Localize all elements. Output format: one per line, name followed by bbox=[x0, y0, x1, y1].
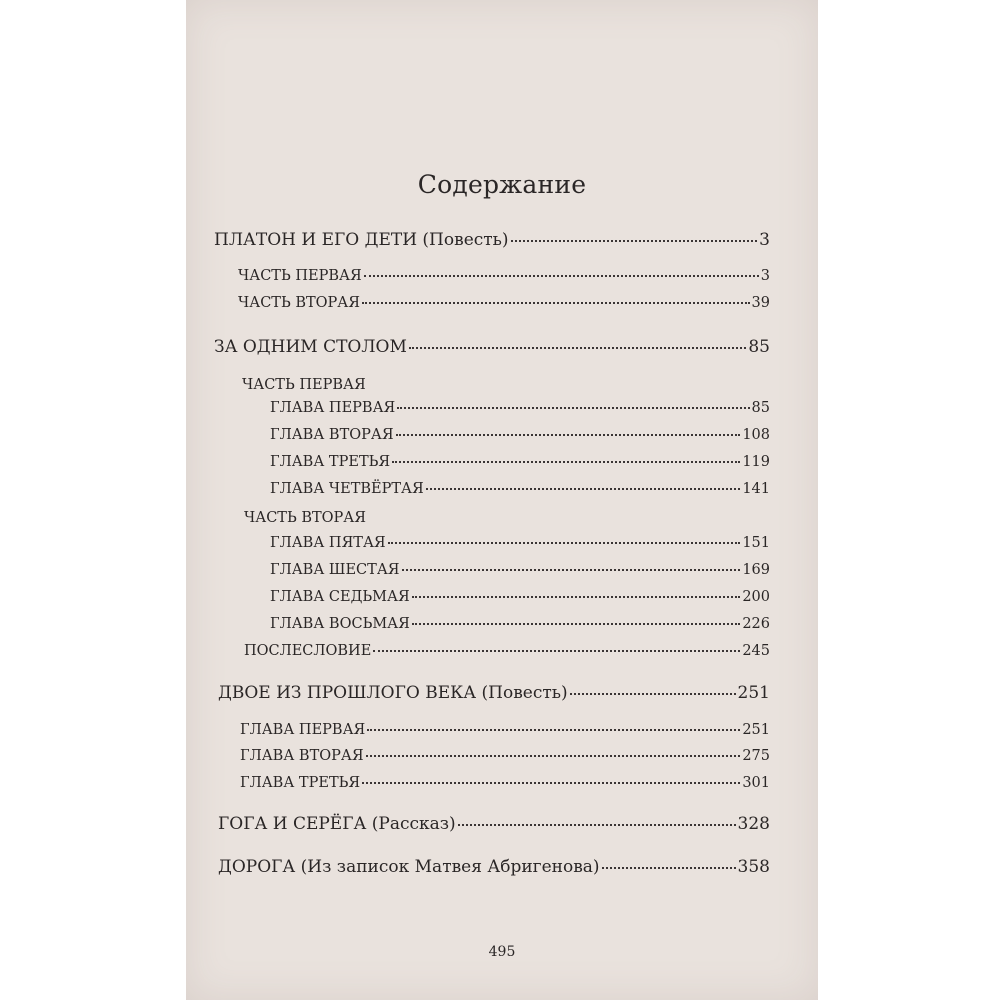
toc-entry bbox=[270, 400, 770, 424]
leader-dots bbox=[412, 623, 740, 625]
toc-entry bbox=[240, 775, 770, 799]
toc-entry-label: ГЛАВА ВТОРАЯ bbox=[270, 427, 394, 443]
toc-entry-page: 226 bbox=[742, 616, 770, 632]
toc-entry-page: 251 bbox=[737, 683, 770, 703]
toc-entry-label: ЧАСТЬ ПЕРВАЯ bbox=[238, 268, 362, 284]
toc-entry-page: 151 bbox=[742, 535, 770, 551]
toc-entry-label: ЧАСТЬ ВТОРАЯ bbox=[238, 295, 360, 311]
toc-entry bbox=[238, 268, 770, 292]
toc-entry-label: ДОРОГА (Из записок Матвея Абригенова) bbox=[218, 857, 600, 877]
leader-dots bbox=[426, 488, 741, 490]
toc-entry-page: 119 bbox=[742, 454, 770, 470]
leader-dots bbox=[402, 569, 741, 571]
toc-entry-label: ГЛАВА ТРЕТЬЯ bbox=[240, 775, 361, 791]
toc-entry-label: ГОГА И СЕРЁГА (Рассказ) bbox=[218, 814, 456, 834]
toc-entry-label: ГЛАВА ПЯТАЯ bbox=[270, 535, 386, 551]
toc-entry-label: ГЛАВА ТРЕТЬЯ bbox=[270, 454, 391, 470]
toc-entry-label: ДВОЕ ИЗ ПРОШЛОГО ВЕКА (Повесть) bbox=[218, 683, 568, 703]
leader-dots bbox=[364, 275, 759, 277]
toc-entry-page: 328 bbox=[737, 814, 770, 834]
toc-entry bbox=[238, 295, 770, 319]
toc-entry-page: 85 bbox=[748, 337, 770, 357]
leader-dots bbox=[396, 434, 741, 436]
toc-entry bbox=[270, 616, 770, 640]
leader-dots bbox=[397, 407, 749, 409]
toc-entry-label: ПЛАТОН И ЕГО ДЕТИ (Повесть) bbox=[214, 230, 509, 250]
toc-entry bbox=[240, 722, 770, 746]
toc-entry-page: 141 bbox=[742, 481, 770, 497]
toc-entry-page: 301 bbox=[742, 775, 770, 791]
toc-entry-label: ЗА ОДНИМ СТОЛОМ bbox=[214, 337, 407, 357]
toc-entry bbox=[214, 337, 770, 361]
leader-dots bbox=[392, 461, 740, 463]
toc-entry bbox=[270, 454, 770, 478]
toc-entry bbox=[270, 562, 770, 586]
leader-dots bbox=[570, 693, 736, 695]
toc-entry bbox=[214, 230, 770, 254]
toc-entry-page: 251 bbox=[742, 722, 770, 738]
leader-dots bbox=[388, 542, 741, 544]
leader-dots bbox=[511, 240, 758, 242]
leader-dots bbox=[367, 729, 740, 731]
leader-dots bbox=[362, 782, 740, 784]
toc-entry-page: 358 bbox=[737, 857, 770, 877]
toc-entry-label: ПОСЛЕСЛОВИЕ bbox=[244, 643, 372, 659]
toc-entry-page: 169 bbox=[742, 562, 770, 578]
toc-entry bbox=[218, 683, 770, 707]
toc-entry-label: ГЛАВА СЕДЬМАЯ bbox=[270, 589, 410, 605]
toc-entry-page: 85 bbox=[751, 400, 770, 416]
toc-entry-label: ГЛАВА ПЕРВАЯ bbox=[240, 722, 366, 738]
toc-entry bbox=[270, 481, 770, 505]
toc-entry bbox=[270, 589, 770, 613]
toc-entry-label: ГЛАВА ВОСЬМАЯ bbox=[270, 616, 410, 632]
leader-dots bbox=[458, 824, 736, 826]
leader-dots bbox=[412, 596, 741, 598]
toc-entry-page: 275 bbox=[742, 748, 770, 764]
toc-entry bbox=[218, 814, 770, 838]
toc-entry-page: 245 bbox=[742, 643, 770, 659]
toc-entry-page: 3 bbox=[760, 268, 770, 284]
toc-entry-page: 3 bbox=[759, 230, 770, 250]
toc-entry-label: ГЛАВА ШЕСТАЯ bbox=[270, 562, 400, 578]
leader-dots bbox=[366, 755, 741, 757]
page-title: Содержание bbox=[417, 170, 587, 199]
leader-dots bbox=[373, 650, 740, 652]
table-of-contents bbox=[186, 0, 818, 1000]
leader-dots bbox=[409, 347, 746, 349]
toc-entry bbox=[244, 643, 770, 667]
leader-dots bbox=[602, 867, 736, 869]
toc-entry-page: 108 bbox=[742, 427, 770, 443]
toc-entry-label: ГЛАВА ПЕРВАЯ bbox=[270, 400, 396, 416]
toc-entry-page: 39 bbox=[751, 295, 770, 311]
toc-entry-page: 200 bbox=[742, 589, 770, 605]
toc-entry bbox=[270, 535, 770, 559]
toc-entry bbox=[240, 748, 770, 772]
toc-entry bbox=[218, 857, 770, 881]
toc-entry-label: ГЛАВА ЧЕТВЁРТАЯ bbox=[270, 481, 424, 497]
toc-entry-label: ГЛАВА ВТОРАЯ bbox=[240, 748, 364, 764]
page-number: 495 bbox=[488, 944, 516, 960]
toc-section-heading: ЧАСТЬ ВТОРАЯ bbox=[244, 510, 366, 526]
toc-entry bbox=[270, 427, 770, 451]
leader-dots bbox=[362, 302, 750, 304]
toc-section-heading: ЧАСТЬ ПЕРВАЯ bbox=[242, 377, 366, 393]
book-page bbox=[186, 0, 818, 1000]
